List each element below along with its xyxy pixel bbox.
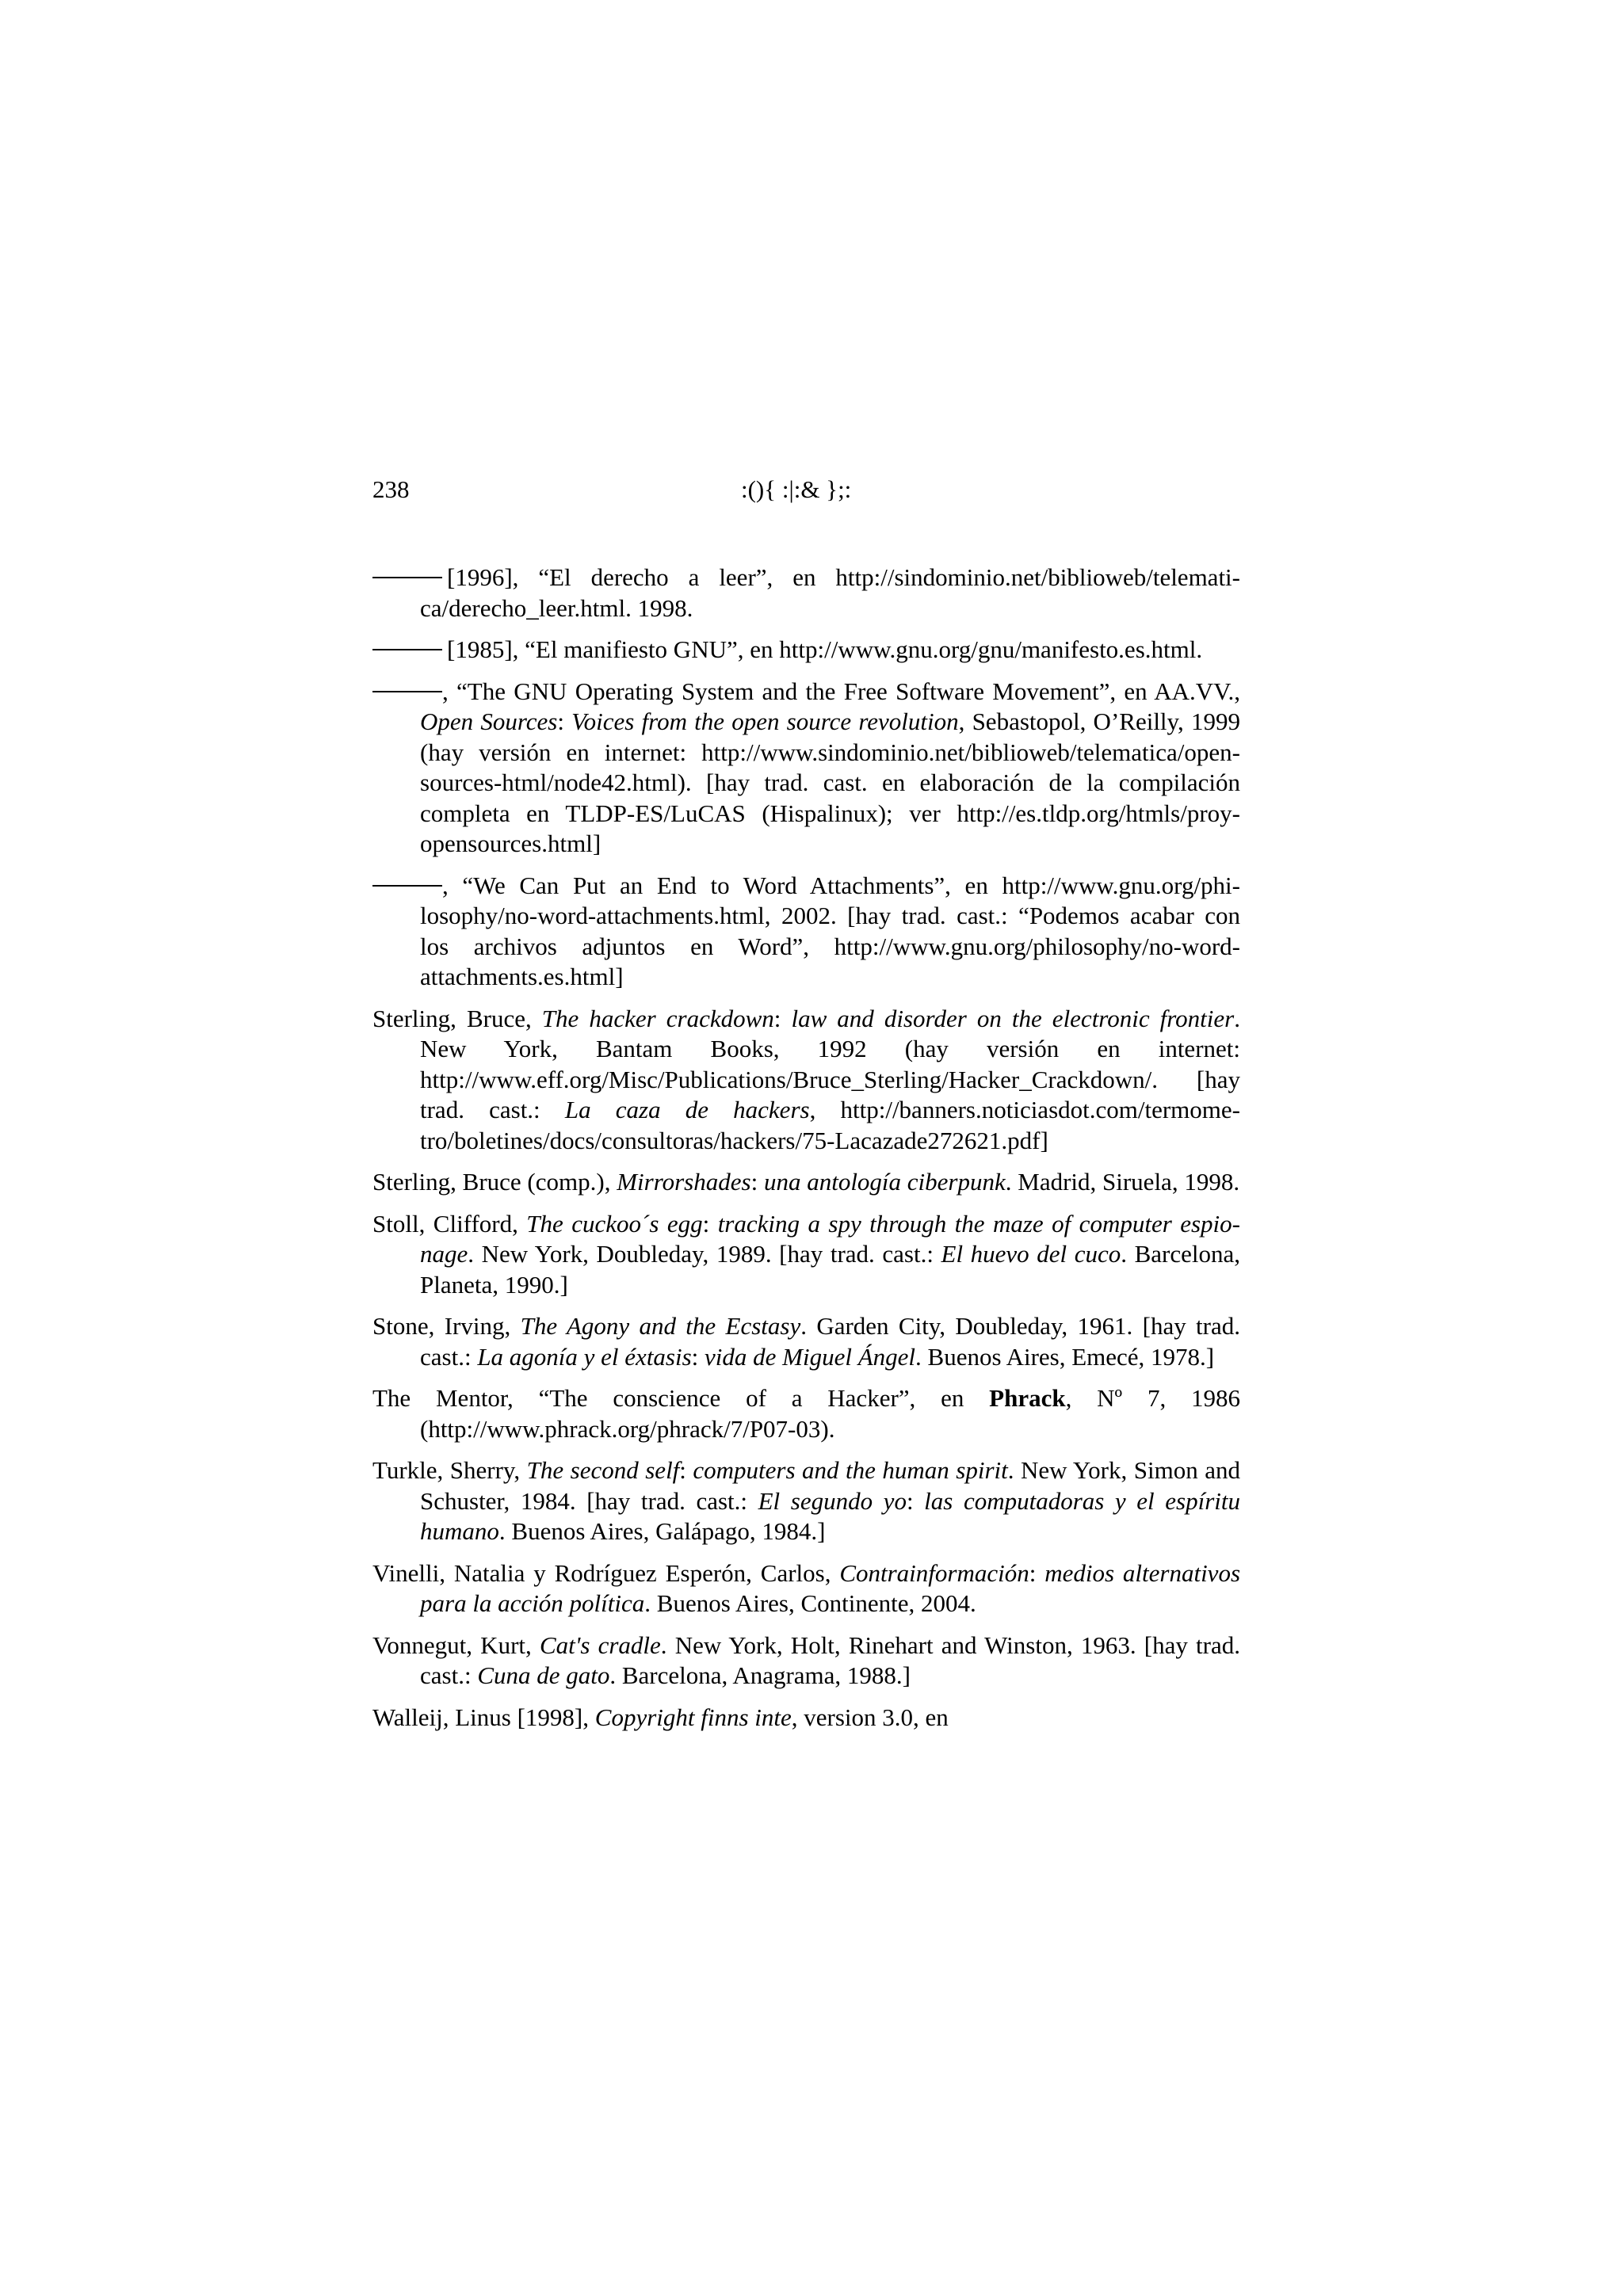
bibliography-entry — [372, 677, 1240, 860]
entry-text: : — [750, 1168, 764, 1196]
bibliography-entry — [372, 1167, 1240, 1198]
page-header — [372, 475, 1240, 507]
entry-text: Sterling, Bruce (comp.), — [372, 1168, 617, 1196]
entry-title-italic: las computadoras y el espíritu humano — [420, 1486, 1240, 1545]
entry-title-italic: The cuckoo´s egg — [526, 1209, 703, 1238]
entry-text: [1996], “El derecho a leer”, en http://sindominio.net/biblioweb/telematica/derecho_leer.html. 1998. — [420, 563, 1240, 622]
entry-text: Vonnegut, Kurt, — [372, 1630, 540, 1659]
repeated-author-dash — [372, 577, 442, 578]
entry-text: . New York, Doubleday, 1989. [hay trad. cast.: — [468, 1240, 941, 1268]
entry-text: The Mentor, “The conscience of a Hacker”, en — [372, 1384, 990, 1412]
bibliography-entry — [372, 635, 1240, 666]
entry-text: . Buenos Aires, Continente, 2004. — [644, 1589, 976, 1617]
entry-title-italic: Open Sources — [420, 707, 558, 735]
entry-text: : — [1029, 1558, 1045, 1587]
entry-text: : — [702, 1209, 718, 1238]
entry-text: Walleij, Linus [1998], — [372, 1703, 595, 1731]
entry-text: . Barcelona, Planeta, 1990.] — [420, 1240, 1240, 1299]
entry-title-italic: La caza de hackers — [564, 1096, 810, 1123]
bibliography-entry — [372, 1455, 1240, 1547]
entry-text: . Buenos Aires, Galápago, 1984.] — [498, 1517, 826, 1545]
entry-text: Turkle, Sherry, — [372, 1456, 527, 1484]
entry-title-italic: una antología ciberpunk — [763, 1168, 1006, 1196]
entry-text: . Madrid, Siruela, 1998. — [1005, 1168, 1240, 1196]
bibliography-entry — [372, 1630, 1240, 1691]
entry-text: , Nº 7, 1986 (http://www.phrack.org/phrack/7/P07-03). — [420, 1384, 1241, 1443]
entry-text: . Barcelona, Anagrama, 1988.] — [609, 1661, 911, 1689]
bibliography-entry — [372, 1004, 1240, 1157]
entry-text: Sterling, Bruce, — [372, 1004, 542, 1032]
entry-title-italic: Mirrorshades — [617, 1168, 751, 1196]
entry-title-italic: The Agony and the Ecstasy — [520, 1312, 801, 1340]
bibliography-entry — [372, 1383, 1240, 1444]
bibliography-entry — [372, 1311, 1240, 1372]
entry-text: , http://banners.noticiasdot.com/termometro/boletines/docs/consultoras/hackers/75-Lacazade272621.pdf] — [420, 1096, 1240, 1154]
bibliography-entry — [372, 1703, 1240, 1733]
repeated-author-dash — [372, 885, 442, 887]
entry-title-italic: El huevo del cuco — [941, 1240, 1121, 1268]
entry-title-italic: La agonía y el éxtasis — [477, 1342, 692, 1371]
entry-text: Stone, Irving, — [372, 1312, 521, 1340]
entry-text: , Sebastopol, O’Reilly, 1999 (hay versión en internet: http://www.sindominio.net/biblioweb/telematica/open-sources-html/node42.html). [hay trad. cast. en elaboración de la compilación completa en TLDP-ES/LuCAS (Hispalinux); ver http://es.tldp.org/htmls/proy-opensources.html] — [420, 707, 1240, 857]
entry-text: , “We Can Put an End to Word Attachments”, en http://www.gnu.org/philosophy/no-word-attachments.html, 2002. [hay trad. cast.: “Podemos acabar con los archivos adjuntos en Word”, http://www.gnu.org/philosophy/no-word-attachments.es.html] — [420, 871, 1240, 990]
running-title: :(){ :|:& };: — [741, 475, 852, 503]
entry-text: . New York, Bantam Books, 1992 (hay versión en internet: http://www.eff.org/Misc/Publications/Bruce_Sterling/Hacker_Crackdown/. [hay trad. cast.: — [420, 1004, 1240, 1123]
entry-title-italic: computers and the human spirit — [693, 1456, 1008, 1484]
entry-title-italic: Cat's cradle — [539, 1630, 661, 1659]
entry-text: : — [679, 1456, 693, 1484]
bibliography-entry — [372, 563, 1240, 624]
entry-text: , version 3.0, en — [791, 1703, 949, 1731]
bibliography-entry — [372, 1209, 1240, 1301]
entry-title-italic: Contrainformación — [839, 1558, 1029, 1587]
entry-text: [1985], “El manifiesto GNU”, en http://www.gnu.org/gnu/manifesto.es.html. — [447, 635, 1203, 663]
entry-text: : — [691, 1342, 705, 1371]
entry-text: Stoll, Clifford, — [372, 1209, 527, 1238]
bibliography-entry — [372, 1558, 1240, 1619]
entry-title-italic: Voices from the open source revolution — [571, 707, 959, 735]
entry-title-italic: vida de Miguel Ángel — [705, 1342, 916, 1371]
bibliography-list — [372, 563, 1240, 1744]
entry-text: , “The GNU Operating System and the Free Software Movement”, en AA.VV., — [442, 677, 1240, 705]
repeated-author-dash — [372, 691, 442, 692]
entry-title-italic: The hacker crackdown — [541, 1004, 774, 1032]
page-number: 238 — [372, 475, 410, 503]
entry-title-italic: law and disorder on the electronic frontier — [791, 1004, 1235, 1032]
entry-title-italic: tracking a spy through the maze of computer espionage — [420, 1209, 1240, 1268]
entry-text: . New York, Holt, Rinehart and Winston, 1963. [hay trad. cast.: — [420, 1630, 1240, 1689]
entry-text: : — [557, 707, 572, 735]
entry-text: : — [906, 1486, 925, 1515]
entry-text: . New York, Simon and Schuster, 1984. [hay trad. cast.: — [420, 1456, 1240, 1515]
repeated-author-dash — [372, 649, 442, 650]
entry-title-italic: Cuna de gato — [477, 1661, 610, 1689]
entry-text: . Buenos Aires, Emecé, 1978.] — [915, 1342, 1215, 1371]
entry-title-italic: The second self — [526, 1456, 680, 1484]
entry-text: Vinelli, Natalia y Rodríguez Esperón, Carlos, — [372, 1558, 840, 1587]
entry-text: . Garden City, Doubleday, 1961. [hay trad. cast.: — [420, 1312, 1241, 1371]
bibliography-entry — [372, 871, 1240, 993]
entry-title-italic: El segundo yo — [758, 1486, 907, 1515]
entry-title-italic: Copyright finns inte — [594, 1703, 792, 1731]
entry-text: : — [773, 1004, 792, 1032]
entry-bold-text: Phrack — [989, 1384, 1066, 1412]
entry-title-italic: medios alternativos para la acción política — [420, 1558, 1241, 1617]
